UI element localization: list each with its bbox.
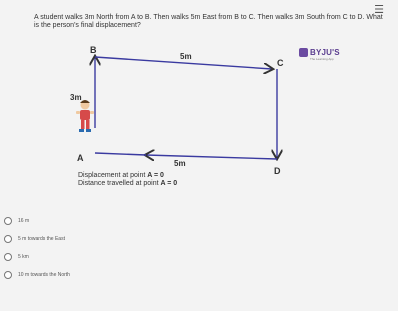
radio-button[interactable] xyxy=(4,271,12,279)
radio-button[interactable] xyxy=(4,235,12,243)
distance-formula: A = 0 xyxy=(160,180,178,187)
answer-options xyxy=(4,212,384,284)
option-5km[interactable] xyxy=(4,248,384,266)
distance-caption xyxy=(78,180,278,188)
student-icon xyxy=(76,100,94,132)
option-label: 16 m xyxy=(18,218,30,224)
option-label: 5 m towards the East xyxy=(18,236,65,242)
logo-text: BYJU'S xyxy=(310,48,340,57)
label-bc-distance: 5m xyxy=(180,52,192,61)
logo-subtitle: The Learning App xyxy=(310,57,334,61)
byjus-logo xyxy=(299,48,340,61)
point-a-label: A xyxy=(77,153,84,163)
label-ab-distance: 3m xyxy=(70,93,82,102)
option-10m-north[interactable] xyxy=(4,266,384,284)
distance-text: Distance travelled at point xyxy=(78,180,161,187)
displacement-caption xyxy=(78,172,278,180)
option-label: 5 km xyxy=(18,254,29,260)
radio-button[interactable] xyxy=(4,253,12,261)
radio-button[interactable] xyxy=(4,217,12,225)
displacement-text: Displacement at point xyxy=(78,172,148,179)
option-label: 10 m towards the North xyxy=(18,272,70,278)
label-da-distance: 5m xyxy=(174,159,186,168)
point-d-label: D xyxy=(274,166,281,176)
question-text: A student walks 3m North from A to B. Then walks 5m East from B to C. Then walks 3m South from C to D. What is the person's final displacement? xyxy=(34,14,383,29)
option-5m-east[interactable] xyxy=(4,230,384,248)
path-da-line xyxy=(95,153,146,155)
option-16m[interactable] xyxy=(4,212,384,230)
logo-mark xyxy=(299,48,308,57)
list-icon[interactable]: ☰ xyxy=(374,3,384,16)
displacement-formula: A = 0 xyxy=(147,172,164,179)
point-b-label: B xyxy=(90,45,97,55)
diagram-caption xyxy=(78,172,278,188)
point-c-label: C xyxy=(277,58,284,68)
path-da-arrow xyxy=(146,155,277,159)
